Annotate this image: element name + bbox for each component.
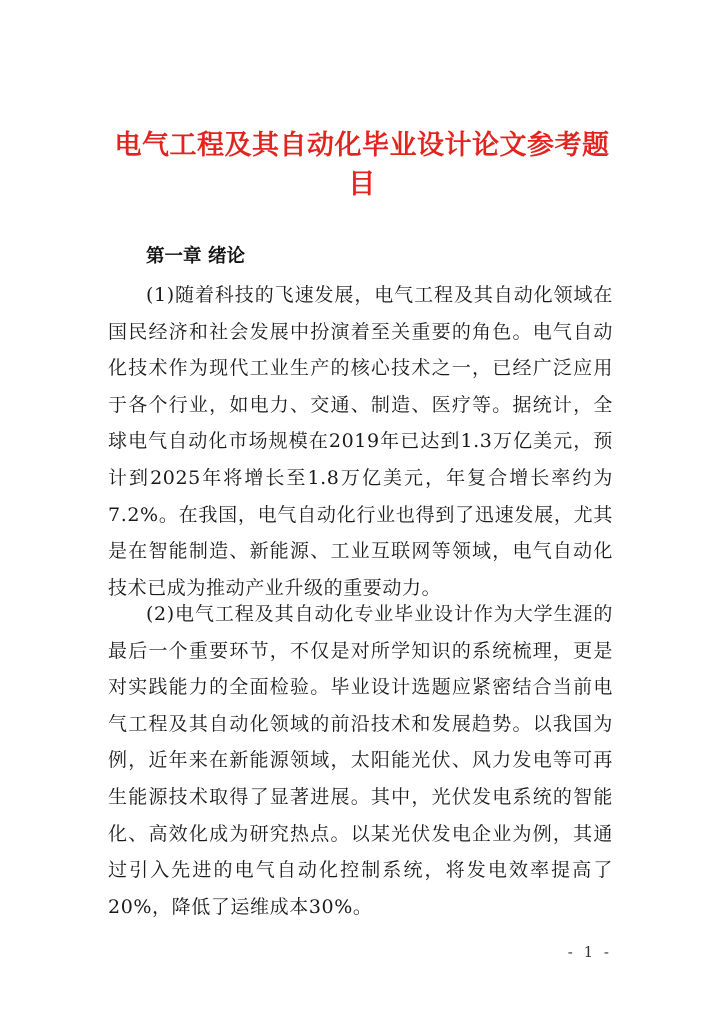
- page-number: - 1 -: [567, 943, 612, 961]
- paragraph-2: (2)电气工程及其自动化专业毕业设计作为大学生涯的最后一个重要环节，不仅是对所学知识的系统梳理，更是对实践能力的全面检验。毕业设计选题应紧密结合当前电气工程及其自动化领域的前沿技术和发展趋势。以我国为例，近年来在新能源领域，太阳能光伏、风力发电等可再生能源技术取得了显著进展。其中，光伏发电系统的智能化、高效化成为研究热点。以某光伏发电企业为例，其通过引入先进的电气自动化控制系统，将发电效率提高了20%，降低了运维成本30%。: [108, 603, 613, 918]
- chapter-heading: 第一章 绪论: [146, 246, 245, 267]
- document-title: 电气工程及其自动化毕业设计论文参考题目: [114, 130, 610, 200]
- paragraph-1: (1)随着科技的飞速发展，电气工程及其自动化领域在国民经济和社会发展中扮演着至关重要的角色。电气自动化技术作为现代工业生产的核心技术之一，已经广泛应用于各个行业，如电力、交通、制造、医疗等。据统计，全球电气自动化市场规模在2019年已达到1.3万亿美元，预计到2025年将增长至1.8万亿美元，年复合增长率约为7.2%。在我国，电气自动化行业也得到了迅速发展，尤其是在智能制造、新能源、工业互联网等领域，电气自动化技术已成为推动产业升级的重要动力。: [108, 284, 613, 599]
